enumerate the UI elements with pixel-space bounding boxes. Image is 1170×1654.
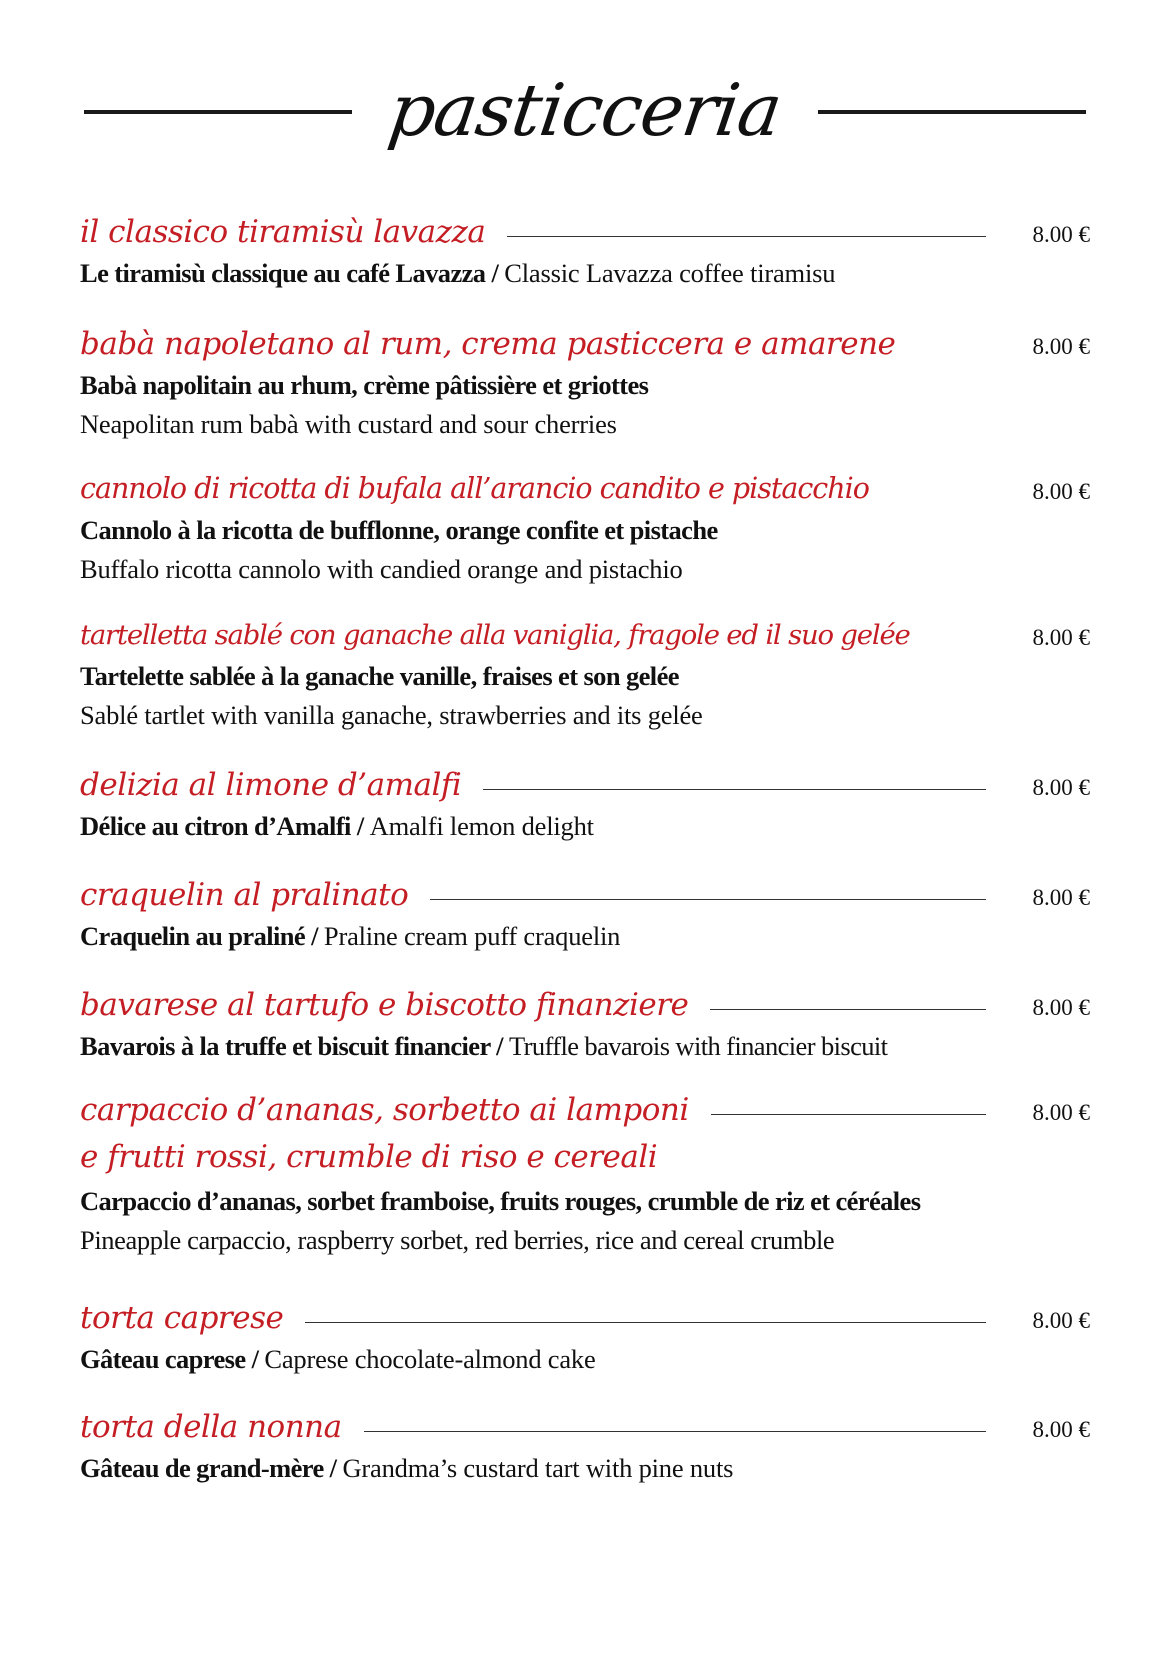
item-description-en: Grandma’s custard tart with pine nuts (342, 1453, 734, 1483)
description-separator: / (323, 1453, 343, 1483)
item-name: il classico tiramisù lavazza (80, 214, 486, 250)
item-description-fr-line (80, 366, 1090, 405)
item-description-fr-line (80, 657, 1090, 696)
item-description-fr: Babà napolitain au rhum, crème pâtissière et griottes (80, 370, 649, 400)
item-description-en: Praline cream puff craquelin (323, 921, 621, 951)
leader-spacer (932, 639, 986, 640)
item-description-fr: Carpaccio d’ananas, sorbet framboise, fruits rouges, crumble de riz et céréales (80, 1186, 921, 1216)
description-separator: / (350, 811, 370, 841)
item-name: cannolo di ricotta di bufala all’arancio candito e pistacchio (80, 472, 869, 505)
item-description-fr-line (80, 511, 1090, 550)
title-rule-left (84, 110, 352, 114)
menu-item-delizia (80, 763, 1090, 846)
item-description-en: Classic Lavazza coffee tiramisu (504, 258, 836, 288)
menu-item-tiramisu (80, 210, 1090, 293)
dotted-leader (483, 789, 986, 790)
menu-item-tartelletta (80, 613, 1090, 735)
dotted-leader (507, 236, 986, 237)
item-price: 8.00 € (1032, 775, 1090, 800)
item-description (80, 807, 1090, 846)
item-description-en: Pineapple carpaccio, raspberry sorbet, red berries, rice and cereal crumble (80, 1225, 835, 1255)
dotted-leader (305, 1322, 986, 1323)
title-rule-right (818, 110, 1086, 114)
item-description-en: Sablé tartlet with vanilla ganache, strawberries and its gelée (80, 700, 703, 730)
item-name-line2: e frutti rossi, crumble di riso e cereali (80, 1139, 658, 1175)
leader-spacer (891, 493, 986, 494)
description-separator: / (245, 1344, 265, 1374)
item-description-en: Buffalo ricotta cannolo with candied orange and pistachio (80, 554, 683, 584)
dotted-leader (364, 1431, 986, 1432)
dotted-leader (430, 899, 986, 900)
item-description-en: Neapolitan rum babà with custard and sour cherries (80, 409, 617, 439)
dotted-leader (711, 1114, 986, 1115)
item-price: 8.00 € (1032, 334, 1090, 359)
menu-item-torta-della-nonna (80, 1405, 1090, 1488)
item-name: tartelletta sablé con ganache alla vaniglia, fragole ed il suo gelée (80, 619, 910, 651)
item-description (80, 1340, 1090, 1379)
item-price: 8.00 € (1032, 222, 1090, 247)
item-name: babà napoletano al rum, crema pasticcera e amarene (80, 326, 896, 362)
leader-spacer (917, 348, 986, 349)
item-name: carpaccio d’ananas, sorbetto ai lamponi (80, 1092, 689, 1128)
item-description (80, 254, 1090, 293)
item-description-fr: Tartelette sablée à la ganache vanille, fraises et son gelée (80, 661, 679, 691)
item-description-fr: Craquelin au praliné (80, 921, 306, 951)
item-name: bavarese al tartufo e biscotto finanziere (80, 987, 689, 1023)
item-description (80, 1449, 1090, 1488)
title-row (0, 62, 1170, 172)
item-description-fr: Gâteau caprese (80, 1344, 246, 1374)
menu-item-carpaccio (80, 1088, 1090, 1260)
item-price: 8.00 € (1032, 995, 1090, 1020)
item-price: 8.00 € (1032, 479, 1090, 504)
item-price: 8.00 € (1032, 885, 1090, 910)
item-description-fr: Cannolo à la ricotta de bufflonne, orange confite et pistache (80, 515, 718, 545)
item-name: torta caprese (80, 1300, 284, 1336)
item-name: torta della nonna (80, 1409, 342, 1445)
item-description-fr: Le tiramisù classique au café Lavazza (80, 258, 486, 288)
menu-item-cannolo (80, 467, 1090, 589)
item-description-fr-line (80, 1182, 1090, 1221)
dotted-leader (710, 1009, 986, 1010)
description-separator: / (490, 1031, 509, 1061)
item-name: craquelin al pralinato (80, 877, 409, 913)
item-description (80, 1027, 1090, 1066)
item-description-fr: Bavarois à la truffe et biscuit financier (80, 1031, 491, 1061)
item-price: 8.00 € (1032, 1417, 1090, 1442)
item-price: 8.00 € (1032, 1100, 1090, 1125)
page-title: pasticceria (383, 68, 787, 152)
item-description-fr: Délice au citron d’Amalfi (80, 811, 351, 841)
menu-item-baba (80, 322, 1090, 444)
item-description (80, 917, 1090, 956)
description-separator: / (485, 258, 505, 288)
item-price: 8.00 € (1032, 1308, 1090, 1333)
item-name: delizia al limone d’amalfi (80, 767, 462, 803)
menu-item-craquelin (80, 873, 1090, 956)
item-description-en: Amalfi lemon delight (369, 811, 594, 841)
item-description-fr: Gâteau de grand-mère (80, 1453, 324, 1483)
menu-item-bavarese (80, 983, 1090, 1066)
item-description-en: Caprese chocolate-almond cake (264, 1344, 596, 1374)
menu-item-torta-caprese (80, 1296, 1090, 1379)
item-description-en: Truffle bavarois with financier biscuit (508, 1031, 888, 1061)
item-price: 8.00 € (1032, 625, 1090, 650)
description-separator: / (305, 921, 324, 951)
